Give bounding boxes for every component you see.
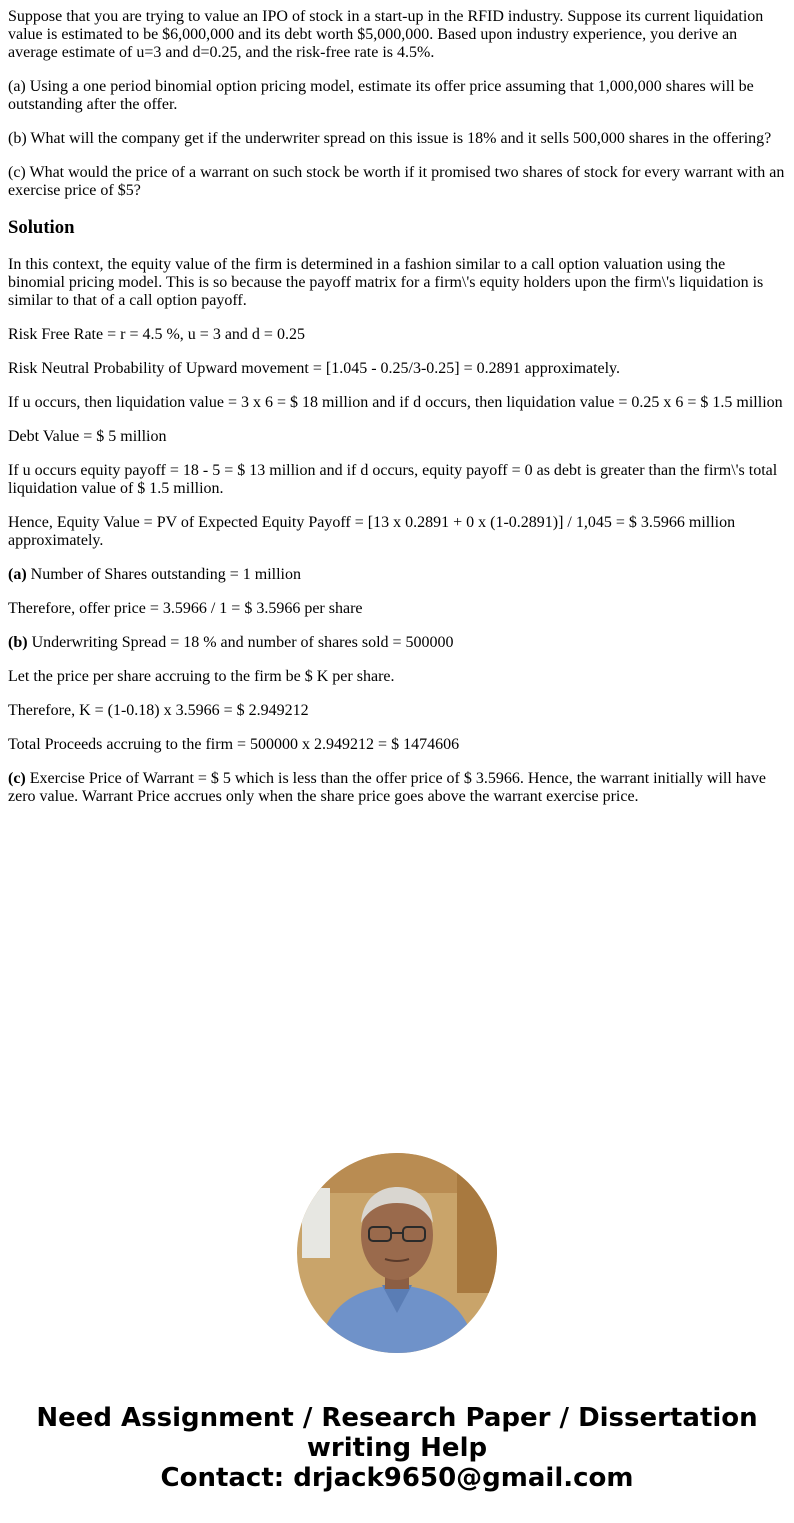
- part-c-text: Exercise Price of Warrant = $ 5 which is less than the offer price of $ 3.5966. Hence, the warrant initially will have zero value. Warrant Price accrues only when the share price goes above the warrant exercise price.: [8, 770, 767, 805]
- solution-k-value: Therefore, K = (1-0.18) x 3.5966 = $ 2.949212: [8, 702, 309, 719]
- solution-debt: Debt Value = $ 5 million: [8, 428, 167, 445]
- question-part-c: (c) What would the price of a warrant on such stock be worth if it promised two shares of stock for every warrant with an exercise price of $5?: [8, 164, 785, 199]
- author-photo: [297, 1153, 497, 1353]
- solution-part-a: [8, 566, 786, 584]
- part-c-label: (c): [8, 770, 26, 787]
- question-intro: Suppose that you are trying to value an IPO of stock in a start-up in the RFID industry. Suppose its current liquidation value is estimated to be $6,000,000 and its debt worth $5,000,000. Based upon industry experience, you derive an average estimate of u=3 and d=0.25, and the risk-free rate is 4.5%.: [8, 8, 764, 61]
- solution-heading: Solution: [8, 217, 75, 238]
- author-avatar: [297, 1153, 497, 1353]
- part-b-text: Underwriting Spread = 18 % and number of shares sold = 500000: [27, 634, 454, 651]
- part-b-label: (b): [8, 634, 28, 651]
- solution-offer-price: Therefore, offer price = 3.5966 / 1 = $ 3.5966 per share: [8, 600, 363, 617]
- document-body: [8, 8, 786, 822]
- solution-let-price: Let the price per share accruing to the firm be $ K per share.: [8, 668, 395, 685]
- solution-total-proceeds: Total Proceeds accruing to the firm = 500000 x 2.949212 = $ 1474606: [8, 736, 460, 753]
- question-part-b: (b) What will the company get if the underwriter spread on this issue is 18% and it sells 500,000 shares in the offering?: [8, 130, 772, 147]
- solution-equity-value: Hence, Equity Value = PV of Expected Equity Payoff = [13 x 0.2891 + 0 x (1-0.2891)] / 1,045 = $ 3.5966 million approximately.: [8, 514, 736, 549]
- part-a-label: (a): [8, 566, 27, 583]
- footer-line-1: Need Assignment / Research Paper / Dissertation: [36, 1403, 758, 1433]
- solution-context: In this context, the equity value of the firm is determined in a fashion similar to a call option valuation using the binomial pricing model. This is so because the payoff matrix for a firm\'s equity holders upon the firm\'s liquidation is similar to that of a call option payoff.: [8, 256, 764, 309]
- footer-line-2: writing Help: [306, 1433, 488, 1463]
- footer-contact-email: Contact: drjack9650@gmail.com: [160, 1463, 634, 1493]
- solution-part-c: [8, 770, 786, 806]
- solution-liquidation: If u occurs, then liquidation value = 3 x 6 = $ 18 million and if d occurs, then liquidation value = 0.25 x 6 = $ 1.5 million: [8, 394, 783, 411]
- solution-probability: Risk Neutral Probability of Upward movement = [1.045 - 0.25/3-0.25] = 0.2891 approximately.: [8, 360, 621, 377]
- footer-contact: [0, 1403, 794, 1493]
- solution-equity-payoff: If u occurs equity payoff = 18 - 5 = $ 13 million and if d occurs, equity payoff = 0 as debt is greater than the firm\'s total liquidation value of $ 1.5 million.: [8, 462, 778, 497]
- part-a-text: Number of Shares outstanding = 1 million: [26, 566, 301, 583]
- solution-rates: Risk Free Rate = r = 4.5 %, u = 3 and d = 0.25: [8, 326, 305, 343]
- solution-part-b: [8, 634, 786, 652]
- question-part-a: (a) Using a one period binomial option pricing model, estimate its offer price assuming that 1,000,000 shares will be outstanding after the offer.: [8, 78, 754, 113]
